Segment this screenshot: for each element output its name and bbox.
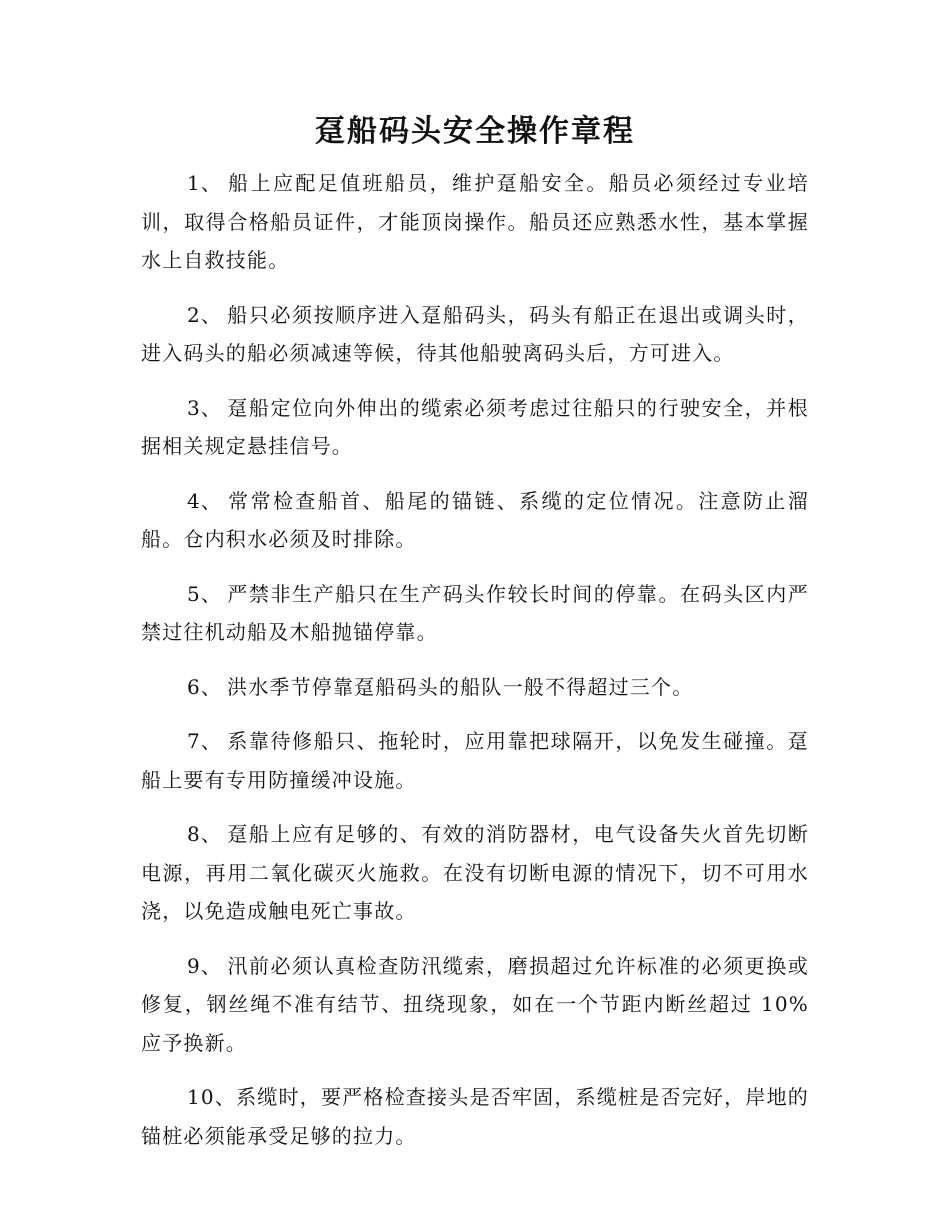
paragraph-number: 10、	[187, 1085, 237, 1109]
paragraph-number: 7、	[187, 729, 223, 753]
paragraph-text: 汛前必须认真检查防汛缆索，磨损超过允许标准的必须更换或修复，钢丝绳不准有结节、扭绕现象，如在一个节距内断丝超过 10%应予换新。	[141, 953, 809, 1055]
paragraph-10	[141, 1078, 809, 1155]
paragraph-number: 1、	[187, 171, 223, 195]
paragraph-number: 5、	[187, 581, 223, 606]
paragraph-text: 船只必须按顺序进入趸船码头，码头有船正在退出或调头时，进入码头的船必须减速等候，待其他船驶离码头后，方可进入。	[141, 302, 809, 365]
paragraph-9	[141, 947, 809, 1063]
paragraph-8	[141, 815, 809, 931]
paragraph-number: 4、	[187, 488, 223, 513]
paragraph-number: 3、	[187, 395, 223, 420]
paragraph-text: 船上应配足值班船员，维护趸船安全。船员必须经过专业培训，取得合格船员证件，才能顶岗操作。船员还应熟悉水性，基本掌握水上自救技能。	[141, 171, 809, 272]
paragraph-2	[141, 296, 809, 373]
paragraph-text: 洪水季节停靠趸船码头的船队一般不得超过三个。	[227, 674, 694, 699]
paragraph-5	[141, 575, 809, 652]
paragraph-text: 常常检查船首、船尾的锚链、系缆的定位情况。注意防止溜船。仓内积水必须及时排除。	[141, 488, 809, 551]
document-title: 趸船码头安全操作章程	[315, 114, 635, 149]
paragraph-1	[141, 164, 809, 280]
paragraph-number: 8、	[187, 822, 223, 846]
paragraph-7	[141, 722, 809, 799]
document-body	[141, 164, 809, 1171]
paragraph-text: 系缆时，要严格检查接头是否牢固，系缆桩是否完好，岸地的锚桩必须能承受足够的拉力。	[141, 1085, 809, 1148]
paragraph-number: 2、	[187, 302, 223, 327]
paragraph-3	[141, 389, 809, 466]
paragraph-4	[141, 482, 809, 559]
paragraph-number: 6、	[187, 674, 223, 699]
paragraph-text: 系靠待修船只、拖轮时，应用靠把球隔开，以免发生碰撞。趸船上要有专用防撞缓冲设施。	[141, 729, 809, 792]
paragraph-6	[141, 668, 809, 707]
paragraph-number: 9、	[187, 953, 223, 978]
paragraph-text: 严禁非生产船只在生产码头作较长时间的停靠。在码头区内严禁过往机动船及木船抛锚停靠。	[141, 581, 809, 644]
paragraph-text: 趸船定位向外伸出的缆索必须考虑过往船只的行驶安全，并根据相关规定悬挂信号。	[141, 395, 809, 458]
paragraph-text: 趸船上应有足够的、有效的消防器材，电气设备失火首先切断电源，再用二氧化碳灭火施救。在没有切断电源的情况下，切不可用水浇，以免造成触电死亡事故。	[141, 822, 809, 923]
